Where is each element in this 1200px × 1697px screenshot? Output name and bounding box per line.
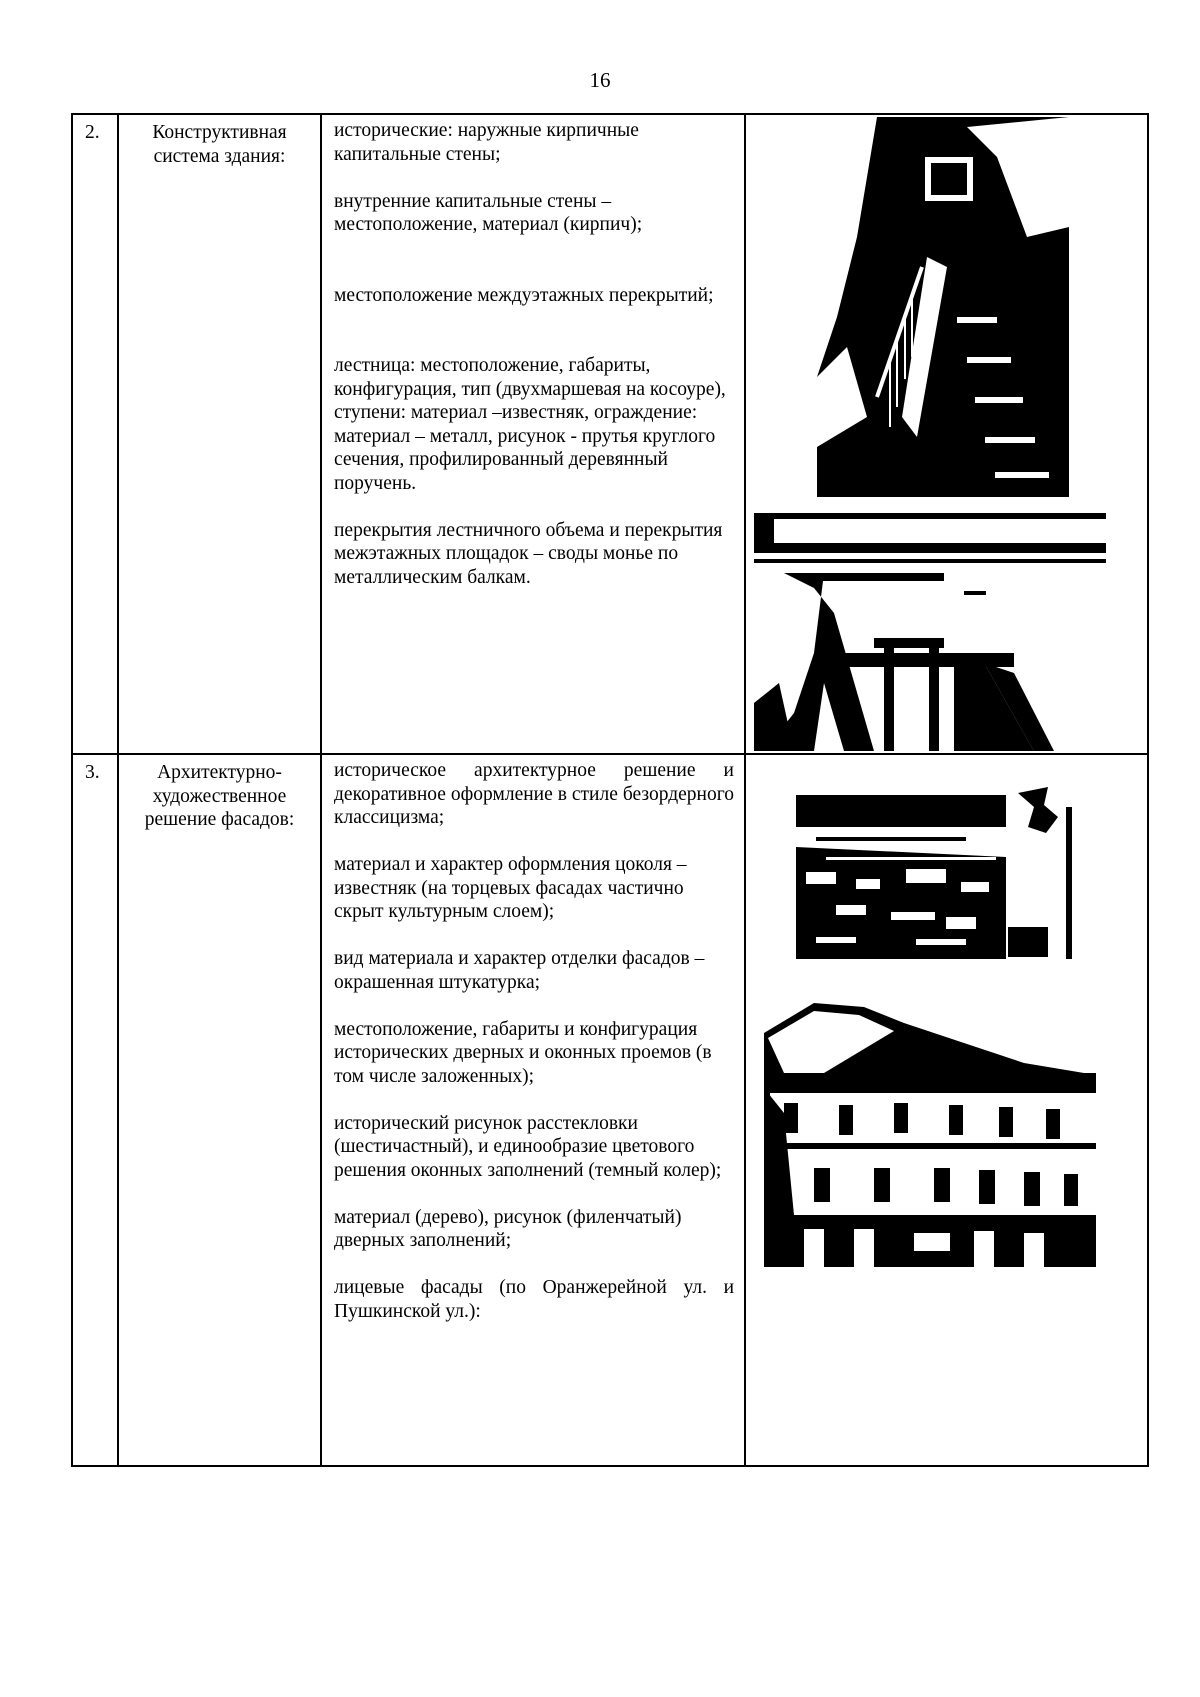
plinth-photo	[796, 787, 1084, 959]
description-paragraph: местоположение, габариты и конфигурация исторических дверных и оконных проемов (в том числе заложенных);	[334, 1018, 712, 1087]
row-description-cell	[321, 754, 745, 1466]
description-paragraph: местоположение междуэтажных перекрытий;	[334, 284, 714, 306]
description-paragraph: исторические: наружные кирпичные капитальные стены;	[334, 120, 639, 165]
specification-table	[71, 113, 1149, 1467]
description-paragraph: перекрытия лестничного объема и перекрытия межэтажных площадок – своды монье по металлическим балкам.	[334, 519, 723, 588]
description-paragraph: материал (дерево), рисунок (филенчатый) дверных заполнений;	[334, 1206, 682, 1251]
stair-ceiling-photo	[754, 513, 1106, 751]
page-number: 16	[589, 68, 611, 92]
row-number: 3.	[85, 762, 100, 783]
building-facade-photo	[764, 993, 1096, 1267]
row-description-cell	[321, 114, 745, 754]
row-title: Конструктивная система здания:	[152, 122, 287, 167]
description-paragraph: материал и характер оформления цоколя – известняк (на торцевых фасадах частично скрыт культурным слоем);	[334, 854, 687, 922]
description-paragraph: исторический рисунок расстекловки (шестичастный), и единообразие цветового решения оконных заполнений (темный колер);	[334, 1112, 722, 1181]
description-paragraph: лестница: местоположение, габариты, конфигурация, тип (двухмаршевая на косоуре), ступени: материал –известняк, ограждение: материал – металл, рисунок - прутья круглого сечения, профилированный деревянный поручень.	[334, 355, 726, 494]
row-photo-cell	[745, 754, 1148, 1466]
row-number-cell	[72, 114, 118, 754]
description-paragraph: вид материала и характер отделки фасадов – окрашенная штукатурка;	[334, 948, 705, 993]
row-title-cell	[118, 754, 321, 1466]
row-number: 2.	[85, 122, 100, 143]
table-row	[72, 754, 1148, 1466]
description-paragraph: внутренние капитальные стены – местоположение, материал (кирпич);	[334, 190, 643, 235]
description-paragraph: лицевые фасады (по Оранжерейной ул. и Пушкинской ул.):	[334, 1277, 734, 1322]
staircase-photo	[817, 117, 1069, 497]
row-photo-cell	[745, 114, 1148, 754]
description-paragraph: историческое архитектурное решение и декоративное оформление в стиле безордерного классицизма;	[334, 760, 734, 828]
table-row	[72, 114, 1148, 754]
row-number-cell	[72, 754, 118, 1466]
row-title: Архитектурно-художественное решение фасадов:	[144, 762, 295, 830]
row-title-cell	[118, 114, 321, 754]
